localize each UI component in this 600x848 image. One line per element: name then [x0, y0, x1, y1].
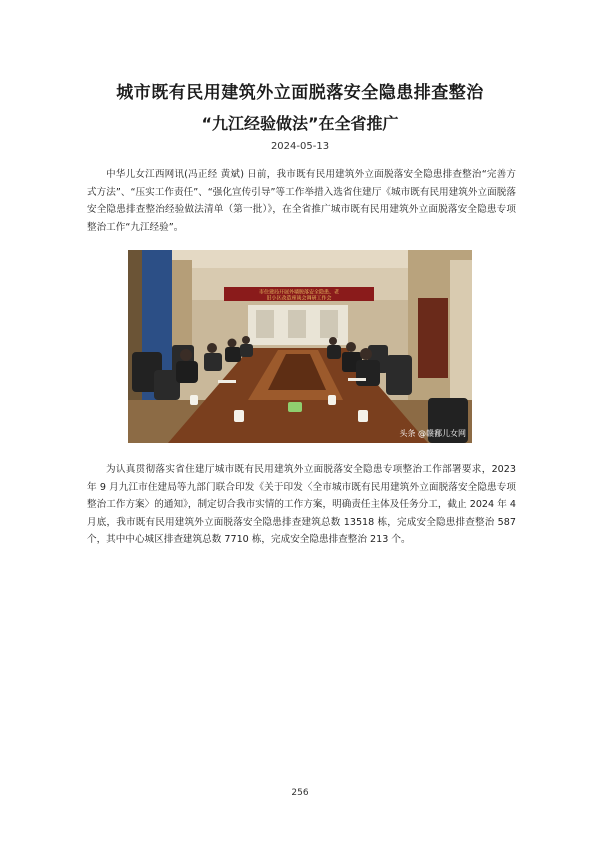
banner-text-line1: 市住建局开展外墙脱落安全隐患、老	[258, 289, 340, 296]
article-subtitle: “九江经验做法”在全省推广	[201, 114, 399, 133]
article-title: 城市既有民用建筑外立面脱落安全隐患排查整治	[116, 83, 484, 103]
publish-date: 2024-05-13	[270, 141, 330, 152]
paragraph-body: 为认真贯彻落实省住建厅城市既有民用建筑外立面脱落安全隐患专项整治工作部署要求，2023 年 9 月九江市住建局等九部门联合印发《关于印发〈全市城市既有民用建筑外立面脱落安全隐患专项整治工作方案〉的通知》，制定切合我市实情的工作方案，明确责任主体及任务分工，截止 2024 年 4 月底，我市既有民用建筑外立面脱落安全隐患排查建筑总数 13518 栋，完成安全隐患排查整治 587 个，其中中心城区排查建筑总数 7710 栋，完成安全隐患排查整治 213 个。	[87, 464, 516, 545]
page-number: 256	[291, 788, 309, 798]
paragraph-intro: 中华儿女江西网讯(冯正经 黄斌) 日前，我市既有民用建筑外立面脱落安全隐患排查整治“完善方式方法”、“压实工作责任”、“强化宣传引导”等工作举措入选省住建厅《城市既有民用建筑外立面脱落安全隐患排查整治经验做法清单（第一批）》，在全省推广城市既有民用建筑外立面脱落安全隐患专项整治工作“九江经验”。	[87, 169, 516, 233]
banner-text-line2: 旧小区改造座谈会调研工作会	[266, 295, 332, 302]
meeting-photo	[128, 250, 472, 443]
photo-watermark: 头条 @赣鄱儿女网	[399, 429, 466, 438]
